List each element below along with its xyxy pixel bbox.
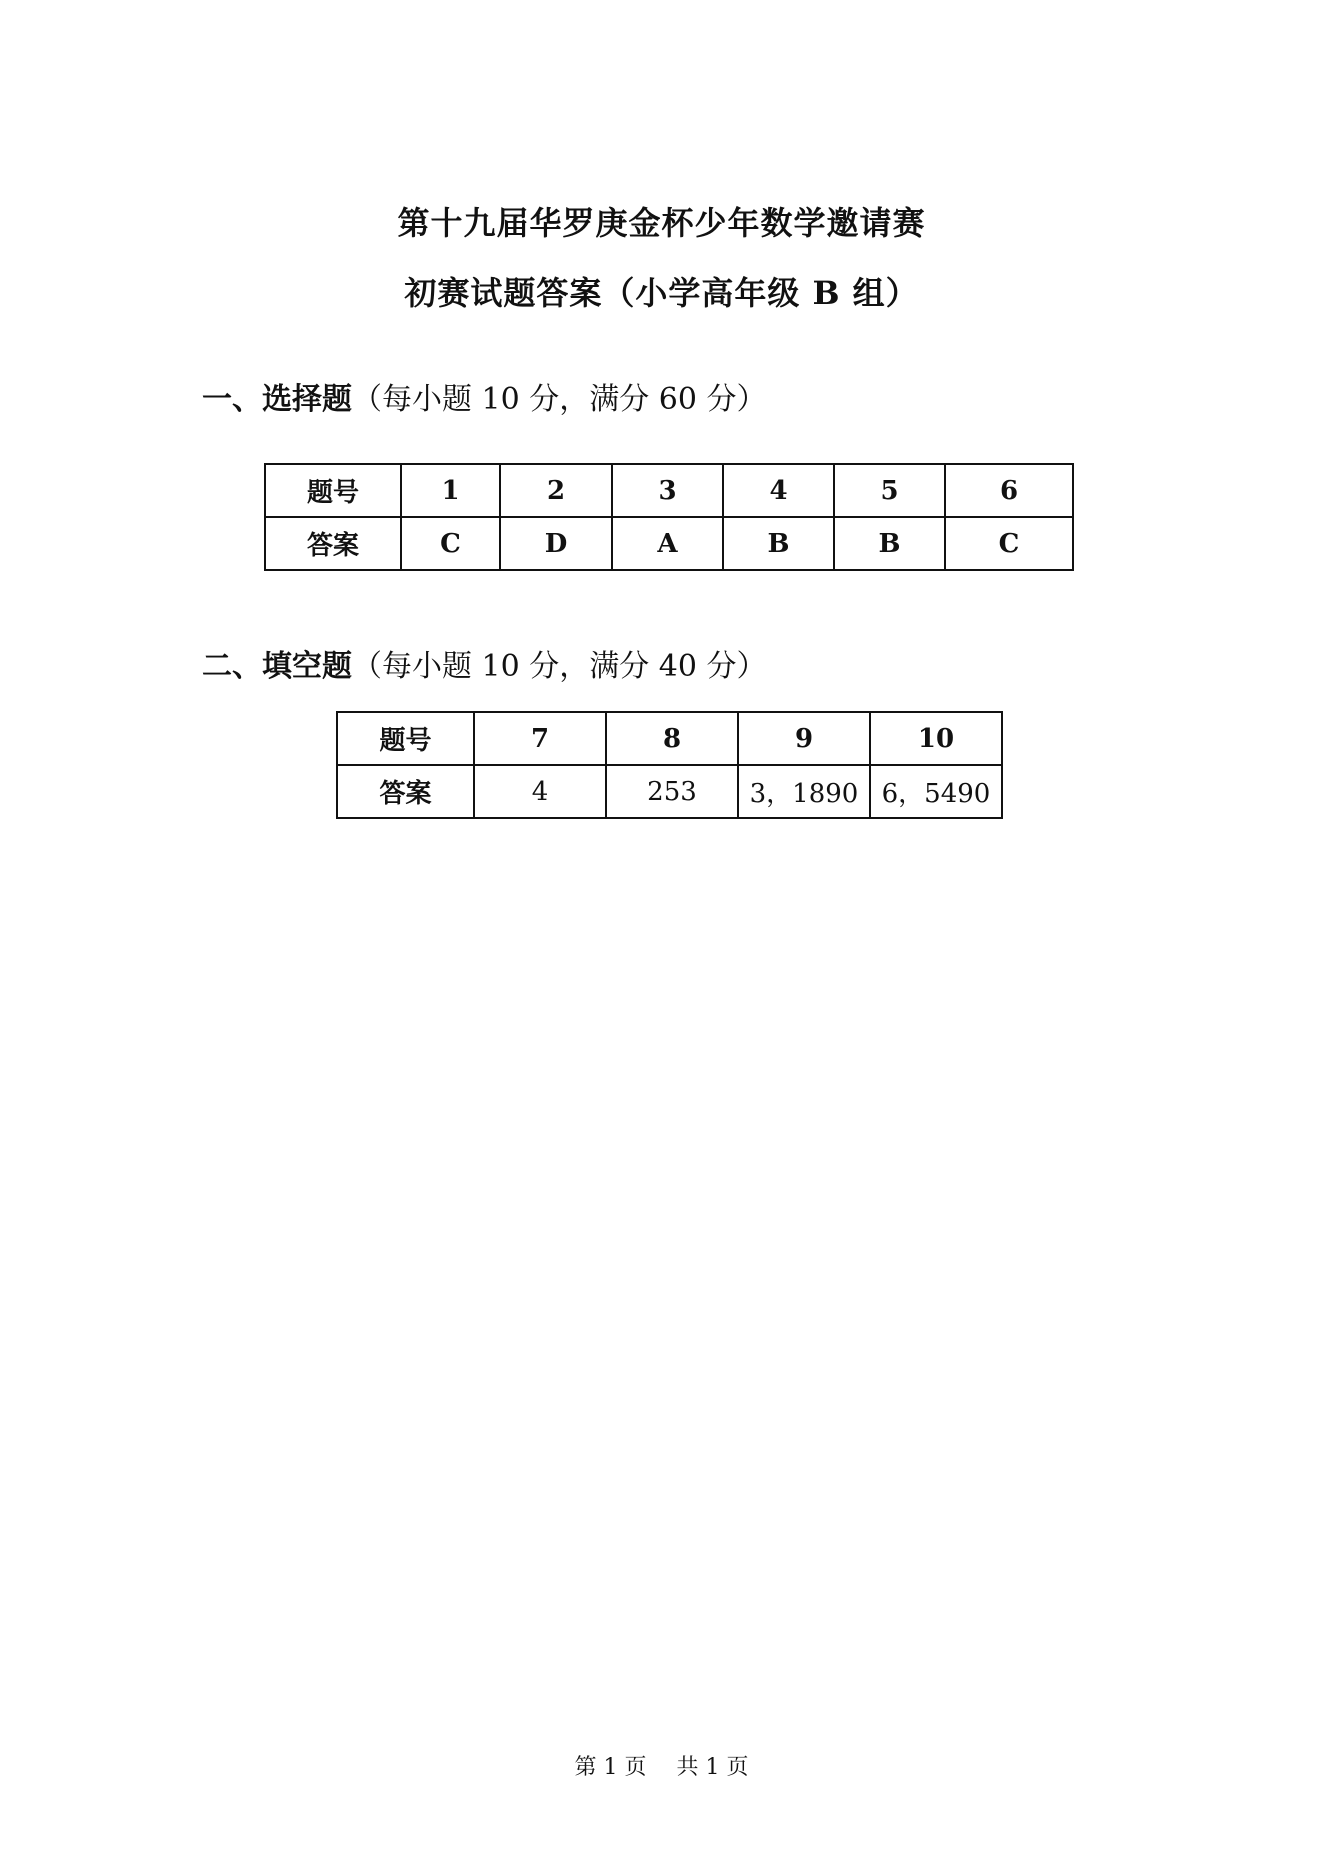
answer-cell: B [723, 517, 834, 570]
question-number-cell: 1 [401, 464, 500, 517]
question-number-cell: 5 [834, 464, 945, 517]
header-label-cell: 题号 [265, 464, 401, 517]
document-subtitle: 初赛试题答案（小学高年级 B 组） [404, 274, 919, 312]
page-number: 第 1 页 [574, 1755, 647, 1780]
table-answer-row [265, 517, 1073, 570]
question-number-cell: 4 [723, 464, 834, 517]
fill-answer-table [336, 711, 1003, 819]
question-number-cell: 2 [500, 464, 612, 517]
answer-label-cell: 答案 [337, 765, 474, 818]
answer-cell: C [401, 517, 500, 570]
answer-cell: 6，5490 [870, 765, 1002, 818]
question-number-cell: 6 [945, 464, 1073, 517]
answer-cell: B [834, 517, 945, 570]
answer-label-cell: 答案 [265, 517, 401, 570]
table-answer-row [337, 765, 1002, 818]
question-number-cell: 10 [870, 712, 1002, 765]
page-footer [0, 1750, 1323, 1781]
question-number-cell: 7 [474, 712, 606, 765]
table-header-row [265, 464, 1073, 517]
answer-cell: 4 [474, 765, 606, 818]
section-fill-note: （每小题 10 分，满分 40 分） [352, 649, 767, 684]
answer-cell: 3，1890 [738, 765, 870, 818]
answer-cell: C [945, 517, 1073, 570]
answer-cell: D [500, 517, 612, 570]
document-title: 第十九届华罗庚金杯少年数学邀请赛 [397, 204, 926, 242]
page-total: 共 1 页 [676, 1755, 749, 1780]
section-choice-title: 一、选择题 [202, 382, 352, 417]
answer-cell: A [612, 517, 723, 570]
section-fill-heading [202, 641, 767, 685]
table-header-row [337, 712, 1002, 765]
section-choice-heading [202, 374, 767, 418]
choice-answer-table [264, 463, 1074, 571]
question-number-cell: 8 [606, 712, 738, 765]
question-number-cell: 9 [738, 712, 870, 765]
section-fill-title: 二、填空题 [202, 649, 352, 684]
answer-cell: 253 [606, 765, 738, 818]
question-number-cell: 3 [612, 464, 723, 517]
section-choice-note: （每小题 10 分，满分 60 分） [352, 382, 767, 417]
header-label-cell: 题号 [337, 712, 474, 765]
